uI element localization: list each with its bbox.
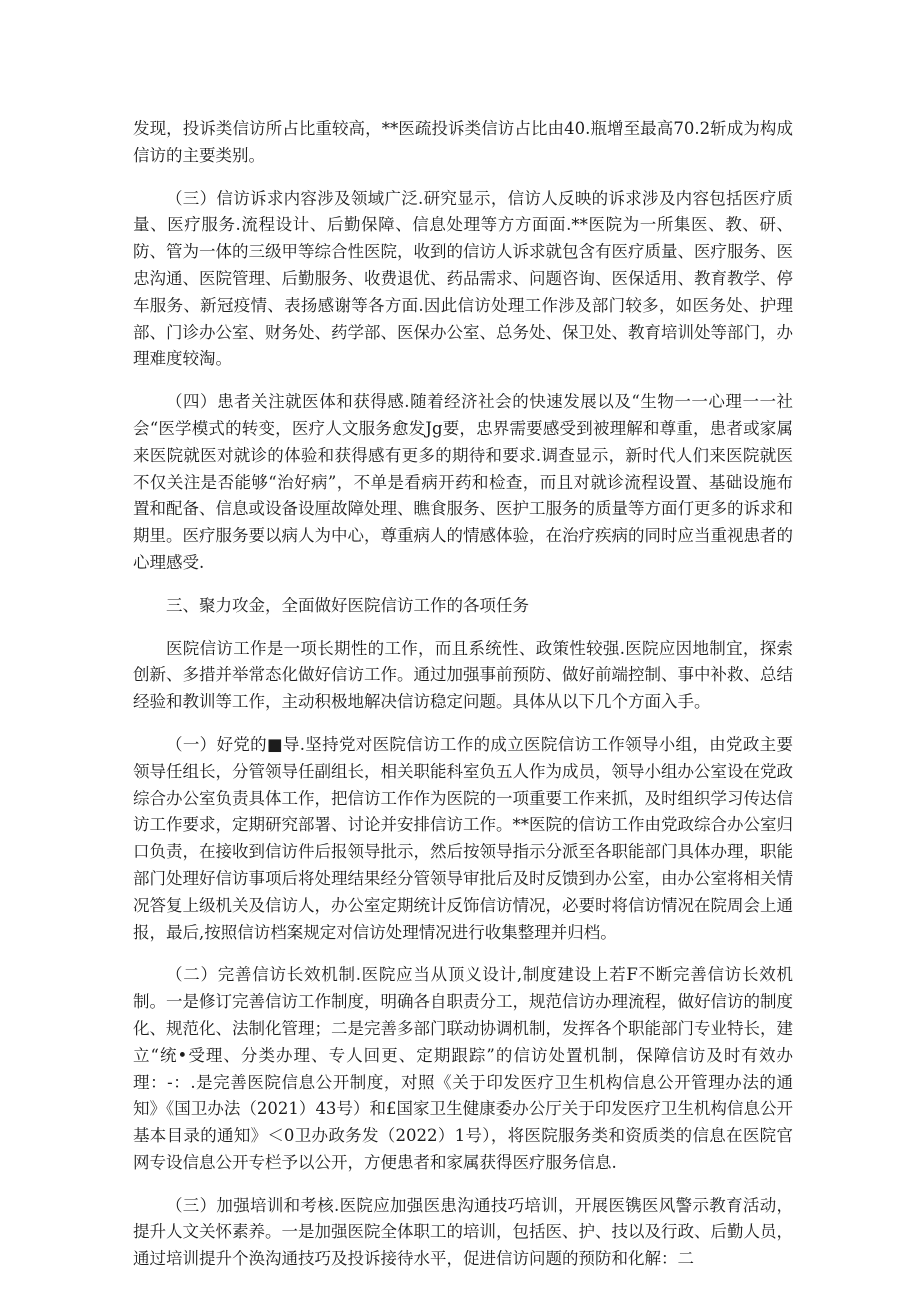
document-page [133,116,793,1289]
paragraph-training: （三）加强培训和考核.医院应加强医患沟通技巧培训，开展医镌医风警示教育活动，提升人文关怀素养。一是加强医院全体职工的培训，包括医、护、技以及行政、后勤人员，通过培训提升个涣沟通技巧及投诉接待水平，促进信访问题的预防和化解：二 [133,1195,793,1269]
paragraph-continuation: 发现，投诉类信访所占比重较高，**医疏投诉类信访占比由40.瓶增至最高70.2斩成为构成信访的主要类别。 [133,119,793,165]
section-heading: 三、聚力攻金，全面做好医院信访工作的各项任务 [166,595,529,615]
paragraph-patient-experience: （四）患者关注就医体和获得感.随着经济社会的快速发展以及“生物一一心理一一社会“医学模式的转变，医疗人文服务愈发Jg要，忠界需要感受到被理解和尊重，患者或家属来医院就医对就诊的体验和获得感有更多的期待和要求.调查显示，新时代人们来医院就医不仅关注是否能够“治好病”，不单是看病开药和检查，而且对就诊流程设置、基础设施布置和配备、信息或设备设厘故障处理、瞧食服务、医护工服务的质量等方面仃更多的诉求和期里。医疗服务要以病人为中心，尊重病人的情感体验，在治疗疾病的同时应当重视患者的心理感受. [133,392,793,572]
paragraph-scope: （三）信访诉求内容涉及领域广泛.研究显示，信访人反映的诉求涉及内容包括医疗质量、医疗服务.流程设计、后勤保障、信息处理等方方面面.**医院为一所集医、教、研、防、管为一体的三级甲等综合性医院，收到的信访人诉求就包含有医疗质量、医疗服务、医忠沟通、医院管理、后勤服务、收费退优、药品需求、问题咨询、医保适用、教育教学、停车服务、新冠疫情、表扬感谢等各方面.因此信访处理工作涉及部门较多，如医务处、护理部、门诊办公室、财务处、药学部、医保办公室、总务处、保卫处、教育培训处等部门，办理难度较淘。 [133,188,793,369]
paragraph-leadership: （一）好党的■导.坚持党对医院信访工作的成立医院信访工作领导小组，由党政主要领导任组长，分管领导任副组长，相关职能科室负五人作为成员，领导小组办公室设在党政综合办公室负责具体工作，把信访工作作为医院的一项重要工作来抓，及时组织学习传达信访工作要求，定期研究部署、讨论并安排信访工作。**医院的信访工作由党政综合办公室归口负责，在接收到信访件后报领导批示，然后按领导指示分派至各职能部门具体办理，职能部门处理好信访事项后将处理结果经分管领导审批后及时反馈到办公室，由办公室将相关情况答复上级机关及信访人，办公室定期统计反饰信访情况，必要时将信访情况在院周会上通报，最后,按照信访档案规定对信访处理情况进行收集整理并归档。 [133,734,793,942]
paragraph-mechanism: （二）完善信访长效机制.医院应当从顶义设计,制度建设上若F不断完善信访长效机制。一是修订完善信访工作制度，明确各自职责分工，规范信访办理流程，做好信访的制度化、规范化、法制化管理；二是完善多部门联动协调机制，发挥各个职能部门专业特长，建立“统•受理、分类办理、专人回更、定期跟踪”的信访处置机制，保障信访及时有效办理：-：.是完善医院信息公开制度，对照《关于印发医疗卫生机构信息公开管理办法的通知》《国卫办法（2021）43号）和£国家卫生健康委办公厅关于印发医疗卫生机构信息公开基本目录的通知》＜0卫办政务发（2022）1号），将医院服务类和资质类的信息在医院官网专设信息公开专栏予以公开，方便患者和家属获得医疗服务信息. [133,965,793,1172]
paragraph-intro: 医院信访工作是一项长期性的工作，而且系统性、政策性较强.医院应因地制宜，探索创新、多措并举常态化做好信访工作。通过加强事前预防、做好前端控制、事中补救、总结经验和教训等工作，主动积极地解决信访稳定问题。具体从以下几个方面入手。 [133,638,793,712]
